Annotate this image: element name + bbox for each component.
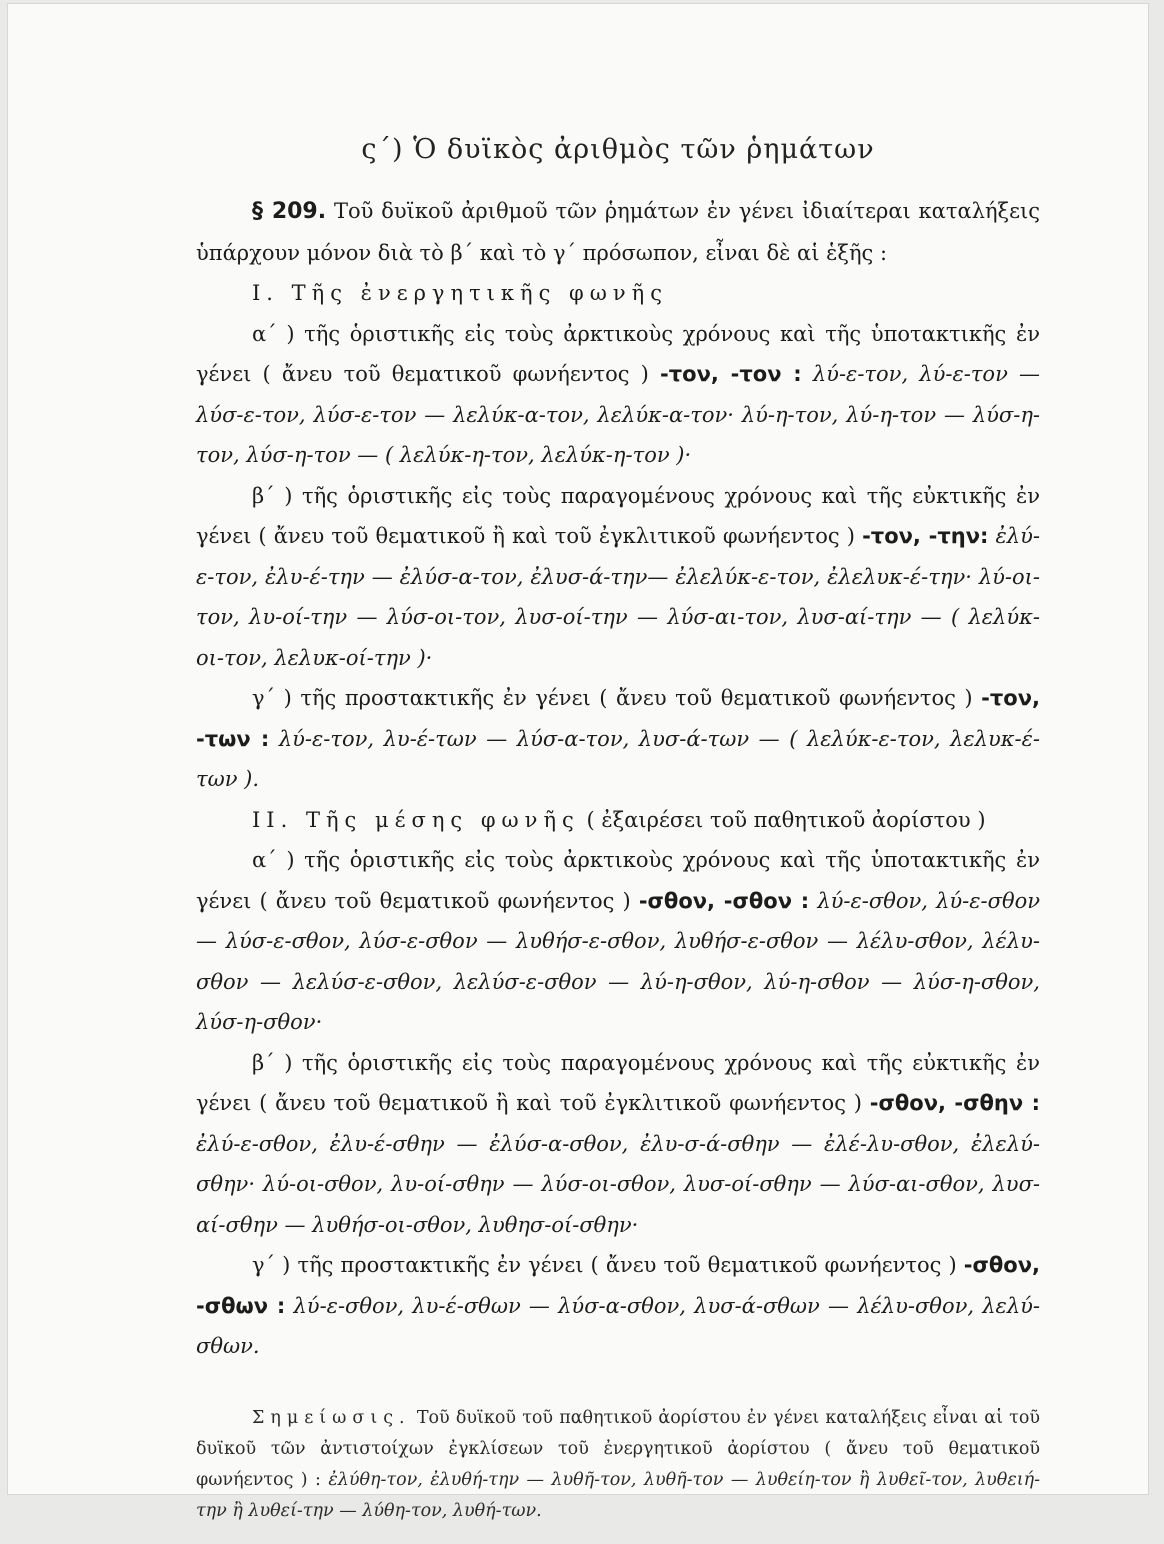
part1-b-text: β΄ ) τῆς ὁριστικῆς εἰς τοὺς παραγομένους χρόνους καὶ τῆς εὐκτικῆς ἐν γένει ( ἄνευ τοῦ θεματικοῦ ἢ καὶ τοῦ ἐγκλιτικοῦ φωνήεντος ) [196,483,1040,548]
part1-heading [196,273,1040,314]
part1-b-paragraph [196,476,1040,679]
part2-a-endings: -σθον, -σθον : [638,888,810,913]
part1-title: Ι. Τῆς ἐνεργητικῆς φωνῆς [252,281,668,305]
part1-a-paragraph [196,314,1040,476]
section-number: § 209. [252,199,327,224]
part1-c-endings: -τον, -των : [196,686,1040,751]
part2-title-note: ( ἐξαιρέσει τοῦ παθητικοῦ ἀορίστου ) [586,807,986,832]
part1-a-endings: -τον, -τον : [660,362,802,386]
note-forms: ἐλύθη-τον, ἐλυθή-την — λυθῆ-τον, λυθῆ-τον — λυθείη-τον ἢ λυθεῖ-τον, λυθειή-την ἢ λυθεί-την — λύθη-τον, λυθή-των. [196,1469,1040,1521]
part2-b-paragraph [196,1043,1040,1246]
part2-c-paragraph [196,1245,1040,1367]
part2-b-forms: ἐλύ-ε-σθον, ἐλυ-έ-σθην — ἐλύσ-α-σθον, ἐλυ-σ-ά-σθην — ἐλέ-λυ-σθον, ἐλελύ-σθην· λύ-οι-σθον, λυ-οί-σθην — λύσ-οι-σθον, λυσ-οί-σθην — λύσ-αι-σθον, λυσ-αί-σθην — λυθήσ-οι-σθον, λυθησ-οί-σθην· [196,1131,1040,1237]
part2-c-endings: -σθον, -σθων : [196,1253,1040,1318]
page-title: ς΄) Ὁ δυϊκὸς ἀριθμὸς τῶν ῥημάτων [361,134,875,165]
scanned-page [8,4,1148,1521]
part2-c-forms: λύ-ε-σθον, λυ-έ-σθων — λύσ-α-σθον, λυσ-ά-σθων — λέλυ-σθον, λελύ-σθων. [196,1293,1040,1358]
part2-title: ΙΙ. Τῆς μέσης φωνῆς [252,807,580,832]
part1-c-paragraph [196,678,1040,800]
part1-b-endings: -τον, -την: [862,524,989,548]
note-label: Σημείωσις. [252,1407,411,1428]
part1-a-forms: λύ-ε-τον, λύ-ε-τον — λύσ-ε-τον, λύσ-ε-τον — λελύκ-α-τον, λελύκ-α-τον· λύ-η-τον, λύ-η-τον — λύσ-η-τον, λύσ-η-τον — ( λελύκ-η-τον, λελύκ-η-τον )· [196,362,1040,467]
part2-c-text: γ΄ ) τῆς προστακτικῆς ἐν γένει ( ἄνευ τοῦ θεματικοῦ φωνήεντος ) [252,1253,957,1277]
part1-c-text: γ΄ ) τῆς προστακτικῆς ἐν γένει ( ἄνευ τοῦ θεματικοῦ φωνήεντος ) [252,686,973,710]
page-content [196,116,1040,1544]
part2-b-text: β΄ ) τῆς ὁριστικῆς εἰς τοὺς παραγομένους χρόνους καὶ τῆς εὐκτικῆς ἐν γένει ( ἄνευ τοῦ θεματικοῦ ἢ καὶ τοῦ ἐγκλιτικοῦ φωνήεντος ) [196,1050,1040,1115]
part2-a-paragraph [196,840,1040,1043]
part2-a-forms: λύ-ε-σθον, λύ-ε-σθον — λύσ-ε-σθον, λύσ-ε-σθον — λυθήσ-ε-σθον, λυθήσ-ε-σθον — λέλυ-σθον, λέλυ-σθον — λελύσ-ε-σθον, λελύσ-ε-σθον — λύ-η-σθον, λύ-η-σθον — λύσ-η-σθον, λύσ-η-σθον· [196,888,1040,1034]
intro-paragraph [196,191,1040,273]
part1-c-forms: λύ-ε-τον, λυ-έ-των — λύσ-α-τον, λυσ-ά-των — ( λελύκ-ε-τον, λελυκ-έ-των ). [196,726,1040,791]
part2-heading [196,800,1040,841]
part1-b-forms: ἐλύ-ε-τον, ἐλυ-έ-την — ἐλύσ-α-τον, ἐλυσ-ά-την— ἐλελύκ-ε-τον, ἐλελυκ-έ-την· λύ-οι-τον, λυ-οί-την — λύσ-οι-τον, λυσ-οί-την — λύσ-αι-τον, λυσ-αί-την — ( λελύκ-οι-τον, λελυκ-οί-την )· [196,524,1040,670]
note-text: Τοῦ δυϊκοῦ τοῦ παθητικοῦ ἀορίστου ἐν γένει καταλήξεις εἶναι αἱ τοῦ δυϊκοῦ τῶν ἀντιστοίχων ἐγκλίσεων τοῦ ἐνεργητικοῦ ἀορίστου ( ἄνευ τοῦ θεματικοῦ φωνήεντος ) : [196,1407,1040,1490]
part2-a-text: α΄ ) τῆς ὁριστικῆς εἰς τοὺς ἀρκτικοὺς χρόνους καὶ τῆς ὑποτακτικῆς ἐν γένει ( ἄνευ τοῦ θεματικοῦ φωνήεντος ) [196,848,1040,913]
intro-text: Τοῦ δυϊκοῦ ἀριθμοῦ τῶν ῥημάτων ἐν γένει ἰδιαίτεραι καταλήξεις ὑπάρχουν μόνον διὰ τὸ β΄ καὶ τὸ γ΄ πρόσωπον, εἶναι δὲ αἱ ἑξῆς : [196,199,1040,265]
part2-b-endings: -σθον, -σθην : [869,1091,1041,1115]
note-paragraph [196,1403,1040,1527]
part1-a-text: α΄ ) τῆς ὁριστικῆς εἰς τοὺς ἀρκτικοὺς χρόνους καὶ τῆς ὑποτακτικῆς ἐν γένει ( ἄνευ τοῦ θεματικοῦ φωνήεντος ) [196,321,1040,386]
